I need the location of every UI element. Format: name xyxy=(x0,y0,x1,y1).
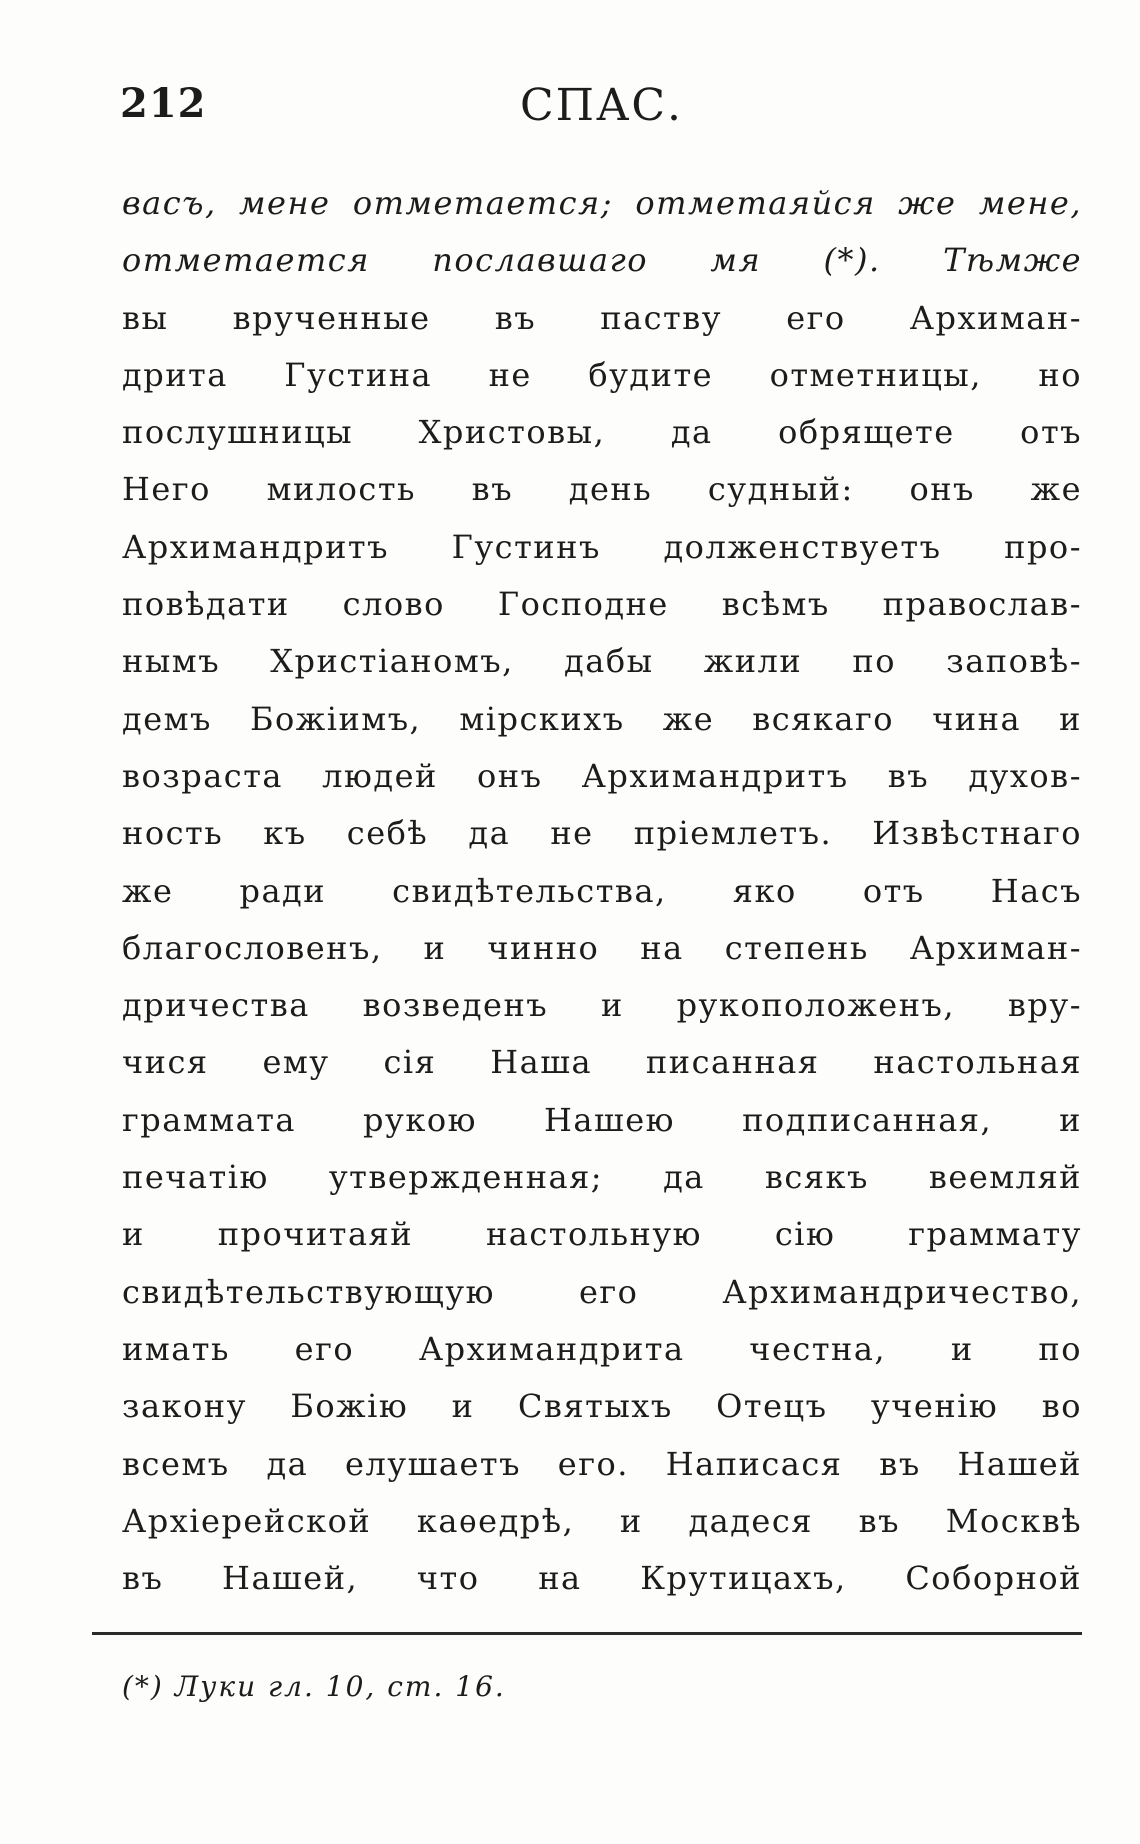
text-line: закону Божію и Святыхъ Отецъ ученію во xyxy=(122,1387,1082,1426)
text-line: чися ему сія Наша писанная настольная xyxy=(122,1043,1082,1082)
text-line: Него милость въ день судный: онъ же xyxy=(122,470,1082,509)
text-line: вы врученные въ паству его Архиман- xyxy=(122,298,1082,337)
text-line: дрита Густина не будите отметницы, но xyxy=(122,355,1082,394)
text-line: же ради свидѣтельства, яко отъ Насъ xyxy=(122,871,1082,910)
text-line: ность къ себѣ да не пріемлетъ. Извѣстнаго xyxy=(122,814,1082,853)
running-head: СПАС. xyxy=(520,80,684,131)
text-line: демъ Божіимъ, мірскихъ же всякаго чина и xyxy=(122,699,1082,738)
text-line: граммата рукою Нашею подписанная, и xyxy=(122,1100,1082,1139)
text-line: послушницы Христовы, да обрящете отъ xyxy=(122,413,1082,452)
text-line: печатію утвержденная; да всякъ веемляй xyxy=(122,1158,1082,1197)
text-line: благословенъ, и чинно на степень Архиман- xyxy=(122,928,1082,967)
text-line: Архимандритъ Густинъ долженствуетъ про- xyxy=(122,527,1082,566)
text-line: въ Нашей, что на Крутицахъ, Соборной xyxy=(122,1559,1082,1598)
text-line: Архіерейской каѳедрѣ, и дадеся въ Москвѣ xyxy=(122,1501,1082,1540)
text-line: возраста людей онъ Архимандритъ въ духов- xyxy=(122,756,1082,795)
page-header xyxy=(120,80,1080,140)
page-number: 212 xyxy=(120,80,207,127)
text-line: дричества возведенъ и рукоположенъ, вру- xyxy=(122,986,1082,1025)
text-line: васъ, мене отметается; отметаяйся же мене, xyxy=(122,184,1082,222)
text-line: и прочитаяй настольную сію граммату xyxy=(122,1215,1082,1254)
text-line: нымъ Христіаномъ, дабы жили по заповѣ- xyxy=(122,642,1082,681)
text-line: повѣдати слово Господне всѣмъ православ- xyxy=(122,585,1082,624)
footnote-divider xyxy=(92,1632,1082,1635)
text-line: имать его Архимандрита честна, и по xyxy=(122,1329,1082,1368)
text-line: всемъ да елушаетъ его. Написася въ Нашей xyxy=(122,1444,1082,1483)
body-text xyxy=(122,175,1082,1607)
text-line: отметается пославшаго мя (*). Тѣмже xyxy=(122,241,1082,280)
text-line: свидѣтельствующую его Архимандричество, xyxy=(122,1272,1082,1311)
footnote: (*) Луки гл. 10, ст. 16. xyxy=(122,1670,506,1703)
